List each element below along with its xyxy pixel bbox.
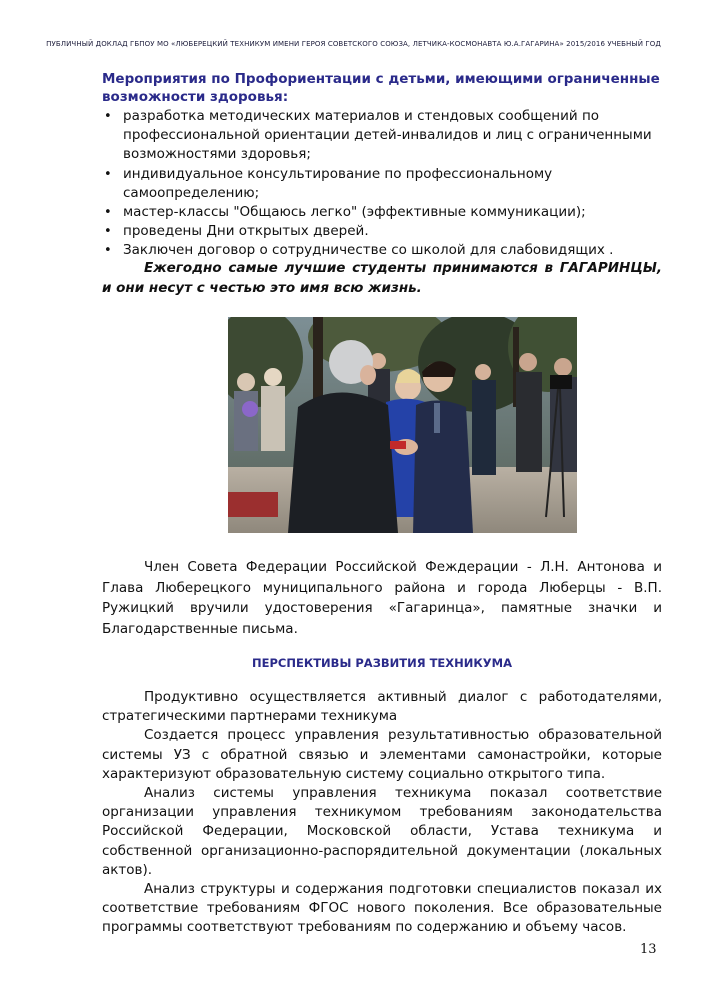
- list-item: • разработка методических материалов и стендовых сообщений по профессиональной ориентации детей-инвалидов и лиц с ограниченными возможностями здоровья;: [104, 108, 652, 163]
- list-item: • Заключен договор о сотрудничестве со школой для слабовидящих .: [102, 241, 672, 260]
- paragraph: Анализ системы управления техникума показал соответствие организации управления техникумом требованиям законодательства Российской Федерации, Московской области, Устава техникума и собственной организационно-распорядительной документации (локальных актов).: [102, 785, 662, 878]
- perspectives-text: [102, 688, 662, 938]
- bullet-icon: •: [104, 224, 112, 240]
- paragraph: Анализ структуры и содержания подготовки специалистов показал их соответствие требованиям ФГОС нового поколения. Все образовательные программы соответствуют требованиям по содержанию и объему часов.: [102, 881, 662, 936]
- bullet-icon: •: [104, 243, 112, 259]
- list-item: • индивидуальное консультирование по профессиональному самоопределению;: [104, 165, 553, 201]
- section-title-perspectives: ПЕРСПЕКТИВЫ РАЗВИТИЯ ТЕХНИКУМА: [251, 656, 513, 670]
- photo-caption: Член Совета Федерации Российской Фeждерации - Л.Н. Антонова и Глава Люберецкого муниципального района и города Люберцы - В.П. Ружицкий вручили удостоверения «Гагаринца», памятные значки и Благодарственные письма.: [102, 559, 662, 637]
- list-item: • мастер-классы "Общаюсь легко" (эффективные коммуникации);: [102, 203, 672, 222]
- paragraph: Продуктивно осуществляется активный диалог с работодателями, стратегическими партнерами техникума: [102, 689, 662, 725]
- ceremony-photo: [228, 317, 577, 533]
- bullet-icon: •: [104, 166, 112, 182]
- bullet-icon: •: [104, 109, 112, 124]
- section-title-proforientation: Мероприятия по Профориентации с детьми, имеющими ограниченные возможности здоровья:: [102, 71, 660, 105]
- bullet-icon: •: [104, 205, 112, 221]
- running-header: ПУБЛИЧНЫЙ ДОКЛАД ГБПОУ МО «ЛЮБЕРЕЦКИЙ ТЕХНИКУМ ИМЕНИ ГЕРОЯ СОВЕТСКОГО СОЮЗА, ЛЕТЧИКА-КОСМОНАВТА Ю.А.ГАГАРИНА» 2015/2016 УЧЕБНЫЙ ГОД: [46, 40, 661, 48]
- bullet-list: [102, 107, 672, 261]
- list-item: • проведены Дни открытых дверей.: [102, 222, 672, 241]
- paragraph: Создается процесс управления результативностью образовательной системы УЗ с обратной связью и элементами самонастройки, которые характеризуют образовательную систему социально открытого типа.: [102, 727, 662, 782]
- page-number: 13: [640, 942, 657, 957]
- motto-paragraph: Ежегодно самые лучшие студенты принимаются в ГАГАРИНЦЫ, и они несут с честью это имя всю жизнь.: [102, 260, 662, 296]
